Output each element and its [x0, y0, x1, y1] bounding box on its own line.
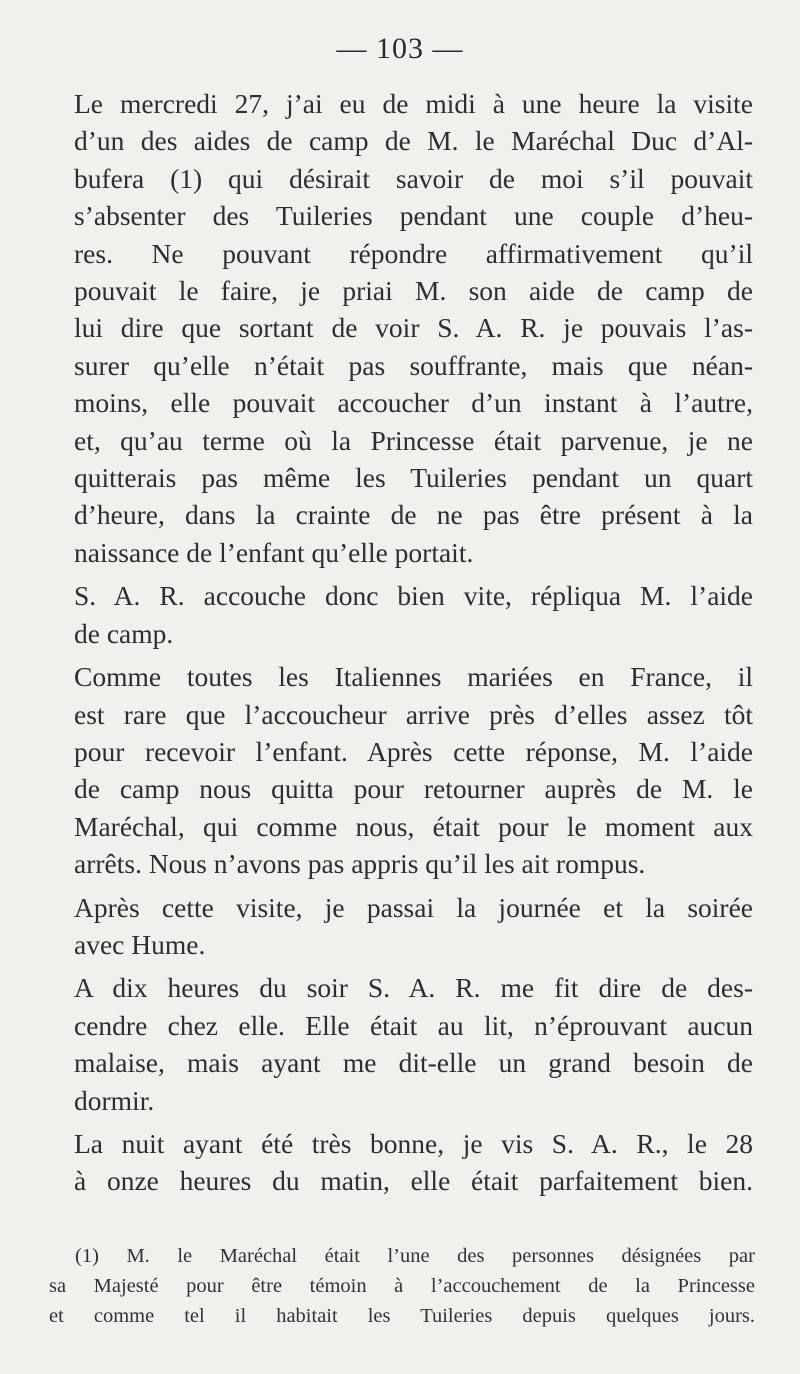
text-line: malaise, mais ayant me dit-elle un grand besoin de — [74, 1047, 753, 1079]
text-line: arrêts. Nous n’avons pas appris qu’il les ait rompus. — [74, 848, 646, 880]
text-line: quitterais pas même les Tuileries pendant un quart — [74, 462, 753, 494]
text-line: surer qu’elle n’était pas souffrante, mais que néan- — [74, 349, 753, 381]
footnote-line: sa Majesté pour être témoin à l’accouchement de la Princesse — [49, 1275, 755, 1297]
text-line: moins, elle pouvait accoucher d’un instant à l’autre, — [74, 387, 753, 419]
paragraph — [47, 889, 753, 964]
text-line: S. A. R. accouche donc bien vite, répliqua M. l’aide — [74, 580, 753, 612]
text-line: Le mercredi 27, j’ai eu de midi à une heure la visite — [74, 88, 753, 119]
page-number: — 103 — — [336, 32, 464, 65]
text-line: Maréchal, qui comme nous, était pour le moment aux — [74, 810, 753, 842]
text-line: d’un des aides de camp de M. le Maréchal Duc d’Al- — [74, 125, 753, 157]
text-line: pour recevoir l’enfant. Après cette réponse, M. l’aide — [74, 735, 753, 767]
text-line: avec Hume. — [74, 928, 206, 960]
text-line: lui dire que sortant de voir S. A. R. je pouvais l’as- — [74, 312, 753, 344]
text-line: cendre chez elle. Elle était au lit, n’éprouvant aucun — [74, 1009, 753, 1041]
body-text — [47, 85, 753, 1206]
text-line: res. Ne pouvant répondre affirmativement qu’il — [74, 237, 753, 269]
paragraph — [47, 1125, 753, 1200]
text-line: de camp nous quitta pour retourner auprès de M. le — [74, 773, 753, 805]
text-line: A dix heures du soir S. A. R. me fit dire de des- — [74, 972, 753, 1004]
text-line: est rare que l’accoucheur arrive près d’elles assez tôt — [74, 698, 753, 730]
text-line: d’heure, dans la crainte de ne pas être présent à la — [74, 499, 753, 531]
footnote-line: (1) M. le Maréchal était l’une des personnes désignées par — [75, 1245, 755, 1267]
text-line: pouvait le faire, je priai M. son aide de camp de — [74, 275, 753, 307]
text-line: Après cette visite, je passai la journée et la soirée — [74, 891, 753, 923]
footnote — [49, 1241, 755, 1331]
paragraph — [47, 85, 753, 571]
text-line: naissance de l’enfant qu’elle portait. — [74, 536, 474, 568]
text-line: Comme toutes les Italiennes mariées en France, il — [74, 661, 753, 693]
text-line: s’absenter des Tuileries pendant une couple d’heu- — [74, 200, 753, 232]
text-line: La nuit ayant été très bonne, je vis S. A. R., le 28 — [74, 1127, 753, 1159]
paragraph — [47, 658, 753, 882]
footnote-line: et comme tel il habitait les Tuileries depuis quelques jours. — [49, 1305, 755, 1327]
text-line: bufera (1) qui désirait savoir de moi s’il pouvait — [74, 162, 753, 194]
text-line: de camp. — [74, 617, 174, 649]
text-line: à onze heures du matin, elle était parfaitement bien. — [74, 1165, 753, 1197]
paragraph — [47, 969, 753, 1119]
paragraph — [47, 577, 753, 652]
text-line: et, qu’au terme où la Princesse était parvenue, je ne — [74, 424, 753, 456]
text-line: dormir. — [74, 1084, 155, 1116]
